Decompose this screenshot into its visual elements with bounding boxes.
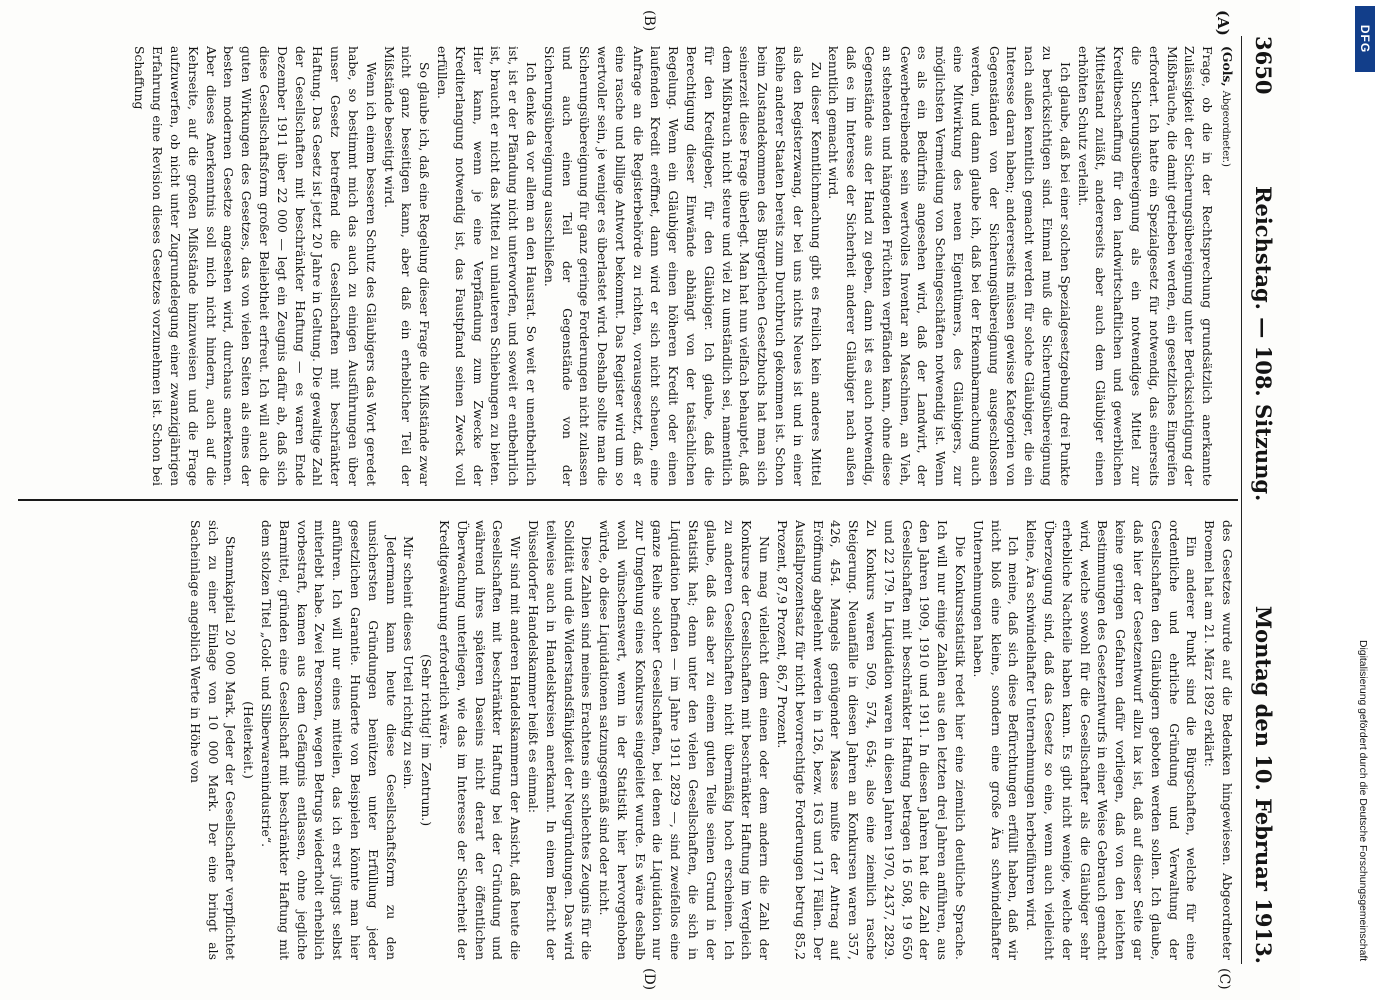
paragraph: Ich denke da vor allem an den Hausrat. So weit er unentbehrlich ist, ist er der Pfändung nicht unterworfen, und soweit er entbehrlich ist, braucht er nicht das Mittel zu unlauteren Schiebungen zu bieten. Hier kann, wenn je eine Verpfändung zum Zwecke der Krediterlangung notwendig ist, das Faustpfand seinen Zweck voll erfüllen. — [434, 46, 539, 486]
right-column — [11, 520, 1236, 960]
credit-text: Digitalisierung gefördert durch die Deutsche Forschungsgemeinschaft — [1357, 640, 1368, 962]
paragraph: Ich glaube, daß bei einer solchen Spezialgesetzgebung drei Punkte zu berücksichtigen sind. Einmal muß die Sicherungsübereignung nach außen kenntlich gemacht werden für solche Gläubiger, die ein Interesse daran haben; andererseits müssen gewisse Kategorien von Gegenständen von der Sicherungsübereignung ausgeschlossen werden, und dann glaube ich, daß bei der Erkennbarmachung auch eine Mitwirkung des neuen Eigentümers, des Gläubigers, zur möglichsten Vermeidung von Scheingeschäften notwendig ist. Wenn es als ein Bedürfnis angesehen wird, daß der Landwirt, der Gewerbetreibende sein wertvolles Inventar an Maschinen, an Vieh, an stehenden und hängenden Früchten verpfänden kann, ohne diese Gegenstände aus der Hand zu geben, dann ist es auch notwendig, daß es im Interesse der Sicherheit anderer Gläubiger nach außen kenntlich gemacht wird. — [826, 46, 1073, 486]
paragraph: des Gesetzes wurde auf die Bedenken hingewiesen. Abgeordneter Broemel hat am 21. März 1892 erklärt: — [1202, 520, 1235, 960]
page-number: 3650 — [1251, 36, 1276, 95]
speaker-line — [1216, 46, 1236, 486]
margin-marker-d: (D) — [641, 968, 657, 991]
dfg-logo — [1355, 6, 1375, 72]
paragraph: Stammkapital 20 000 Mark. Jeder der Gesellschafter verpflichtet sich zu einer Einlage von 10 000 Mark. Der eine bringt als Sacheinlage angeblich Werte in Höhe von — [187, 520, 239, 960]
margin-marker-c: (C) — [1216, 968, 1232, 990]
paragraph: Zu dieser Kenntlichmachung gibt es freilich kein anderes Mittel als den Registerzwang, der bei uns nichts Neues ist und in einer Reihe anderer Staaten bereits zum Durchbruch gekommen ist. Schon beim Zustandekommen des Bürgerlichen Gesetzbuchs hat man sich seinerzeit diese Frage überlegt. Man hat nun vielfach behauptet, daß dem Mißbrauch nicht steure und viel zu umständlich sei, namentlich für den Kreditgeber, für den Gläubiger. Ich glaube, daß die Berechtigung dieser Einwände abhängt von der tatsächlichen Regelung. Wenn ein Gläubiger einen höheren Kredit oder einen laufenden Kredit eröffnet, dann wird er sich nicht scheuen, eine Anfrage an die Registerbehörde zu richten, vorausgesetzt, daß er eine rasche und billige Antwort bekommt. Das Register wird um so wertvoller sein, je weniger es überlastet wird. Deshalb sollte man die Sicherungsübereignung für ganz geringe Forderungen nicht zulassen und auch einen Teil der Gegenstände von der Sicherungsübereignung ausschließen. — [541, 46, 824, 486]
running-header — [1241, 36, 1282, 964]
paragraph: Frage, ob die in der Rechtsprechung grundsätzlich anerkannte Zulässigkeit der Sicherungsübereignung unter Berücksichtigung der Mißbräuche, die damit getrieben werden, ein gesetzliches Eingreifen erfordert. Ich hatte ein Spezialgesetz für notwendig, das einerseits die Sicherungsübereignung als ein notwendiges Mittel zur Kreditbeschaffung für den landwirtschaftlichen und gewerblichen Mittelstand zuläßt, andererseits aber auch dem Gläubiger einen erhöhten Schutz verleiht. — [1075, 46, 1216, 486]
digitization-credit — [1354, 640, 1368, 980]
session-title: Reichstag. — 108. Sitzung. — [1251, 186, 1276, 502]
dfg-logo-text: DFG — [1358, 24, 1372, 54]
quotation: Wir sind mit anderen Handelskammern der Ansicht, daß heute die Gesellschaften mit beschränkter Haftung bei der Gründung und während ihres späteren Daseins nicht derart der öffentlichen Überwachung unterliegen, wie das im Interesse der Sicherheit der Kreditgewährung erforderlich wäre. — [436, 520, 524, 960]
speaker-role: Abgeordneter.) — [1220, 90, 1231, 167]
paragraph: Jedermann kann heute diese Gesellschaftsform zu den unsichersten Gründungen benützen unter Erfüllung jeder gesetzlichen Garantie. Hunderte von Beispielen könnte man hier anführen. Ich will nur eines mitteilen, das ich erst jüngst selbst miterlebt habe. Zwei Personen, wegen Betrugs wiederholt erheblich vorbestraft, kamen aus dem Gefängnis entlassen, ohne jegliche Barmittel, gründen eine Gesellschaft mit beschränkter Haftung mit dem stolzen Titel „Gold- und Silberwarenindustrie“. — [258, 520, 399, 960]
paragraph: Diese Zahlen sind meines Erachtens ein schlechtes Zeugnis für die Solidität und die Widerstandsfähigkeit der Neugründungen. Das wird teilweise auch in Handelskreisen anerkannt. In einem Bericht der Düsseldorfer Handelskammer heißt es einmal: — [525, 520, 595, 960]
paragraph: Mir scheint dieses Urteil richtig zu sein. — [401, 536, 417, 790]
paragraph: Nun mag vielleicht dem einen oder dem andern die Zahl der Konkurse der Gesellschaften mit beschränkter Haftung im Vergleich zu anderen Gesellschaften nicht übermäßig hoch erscheinen. Ich glaube, daß das aber zu einem guten Teile seinen Grund in der Statistik hat; denn unter den vielen Gesellschaften, die sich in Liquidation befinden — im Jahre 1911 2829 —, sind zweifellos eine ganze Reihe solcher Gesellschaften, bei denen die Liquidation nur zur Umgehung eines Konkurses eingeleitet wurde. Es wäre deshalb wohl wünschenswert, wenn in der Statistik hier hervorgehoben würde, ob diese Liquidationen satzungsgemäß sind oder nicht. — [597, 520, 773, 960]
paragraph: So glaube ich, daß eine Regelung dieser Frage die Mißstände zwar nicht ganz beseitigen kann, aber daß ein erheblicher Teil der Mißstände beseitigt wird. — [381, 46, 433, 486]
margin-marker-b: (B) — [641, 10, 657, 32]
interjection: (Sehr richtig! im Zentrum.) — [419, 653, 435, 827]
margin-marker-a: (A) — [1214, 10, 1232, 36]
interjection: (Heiterkeit.) — [241, 701, 257, 779]
paragraph: Wenn ich einem besseren Schutz des Gläubigers das Wort geredet habe, so bestimmt mich das auch zu einigen Ausführungen über unser Gesetz betreffend die Gesellschaften mit beschränkter Haftung. Das Gesetz ist jetzt 20 Jahre in Geltung. Die gewaltige Zahl der Gesellschaften mit beschränkter Haftung — es waren Ende Dezember 1911 über 22 000 — legt ein Zeugnis dafür ab, daß sich diese Gesellschaftsform großer Beliebtheit erfreut. Ich will auch die guten Wirkungen des Gesetzes, das von vielen Seiten als eines der besten modernen Gesetze angesehen wird, durchaus anerkennen. Aber dieses Anerkenntnis soll mich nicht hindern, auch auf die Kehrseite, auf die großen Mißstände hinzuweisen und die Frage aufzuwerfen, ob nicht unter Zugrundelegung einer zwanzigjährigen Erfahrung eine Revision dieses Gesetzes vorzunehmen ist. Schon bei Schaffung — [132, 46, 379, 486]
session-date: Montag den 10. Februar 1913. — [1251, 605, 1276, 964]
paragraph: Die Konkursstatistik redet hier eine ziemlich deutliche Sprache. Ich will nur einige Zahlen aus den letzten drei Jahren anführen, aus den Jahren 1909, 1910 und 1911. In diesen Jahren hat die Zahl der Gesellschaften mit beschränkter Haftung betragen 16 508, 19 650 und 22 179. In Liquidation waren in diesen Jahren 1970, 2437, 2829. Zu Konkurs waren 509, 574, 654; also eine ziemlich rasche Steigerung. Neuanfälle in diesen Jahren an Konkursen waren 357, 426, 454. Mangels genügender Masse mußte der Antrag auf Eröffnung abgelehnt werden in 126, bezw. 163 und 171 Fällen. Der Ausfallprozentsatz für nicht bevorrechtigte Forderungen betrug 85,2 Prozent, 87,9 Prozent, 86,7 Prozent. — [775, 520, 969, 960]
quotation: Ein anderer Punkt sind die Bürgschaften, welche für eine ordentliche und ehrliche Gründung und Verwaltung der Gesellschaften den Gläubigern geboten werden sollen. Ich glaube, daß hier der Gesetzentwurf allzu lax ist, daß auf dieser Seite gar keine geringen Gefahren dafür vorliegen, daß von den leichten Bestimmungen des Gesetzentwurfs in einer Weise Gebrauch gemacht wird, welche sowohl für die Gesellschafter als die Gläubiger sehr erhebliche Nachteile haben kann. Es gibt nicht wenige, welche der Überzeugung sind, daß das Gesetz so eine, wenn auch vielleicht kleine, Ära schwindelhafter Unternehmungen herbeiführen wird. — [1024, 520, 1200, 960]
left-column — [11, 46, 1236, 486]
speaker-name: (Gols, — [1220, 46, 1235, 87]
column-divider — [18, 499, 1238, 501]
paragraph: Ich meine, daß sich diese Befürchtungen erfüllt haben, daß wir nicht bloß eine kleine, sondern eine große Ära schwindelhafter Unternehmungen haben. — [970, 520, 1022, 960]
